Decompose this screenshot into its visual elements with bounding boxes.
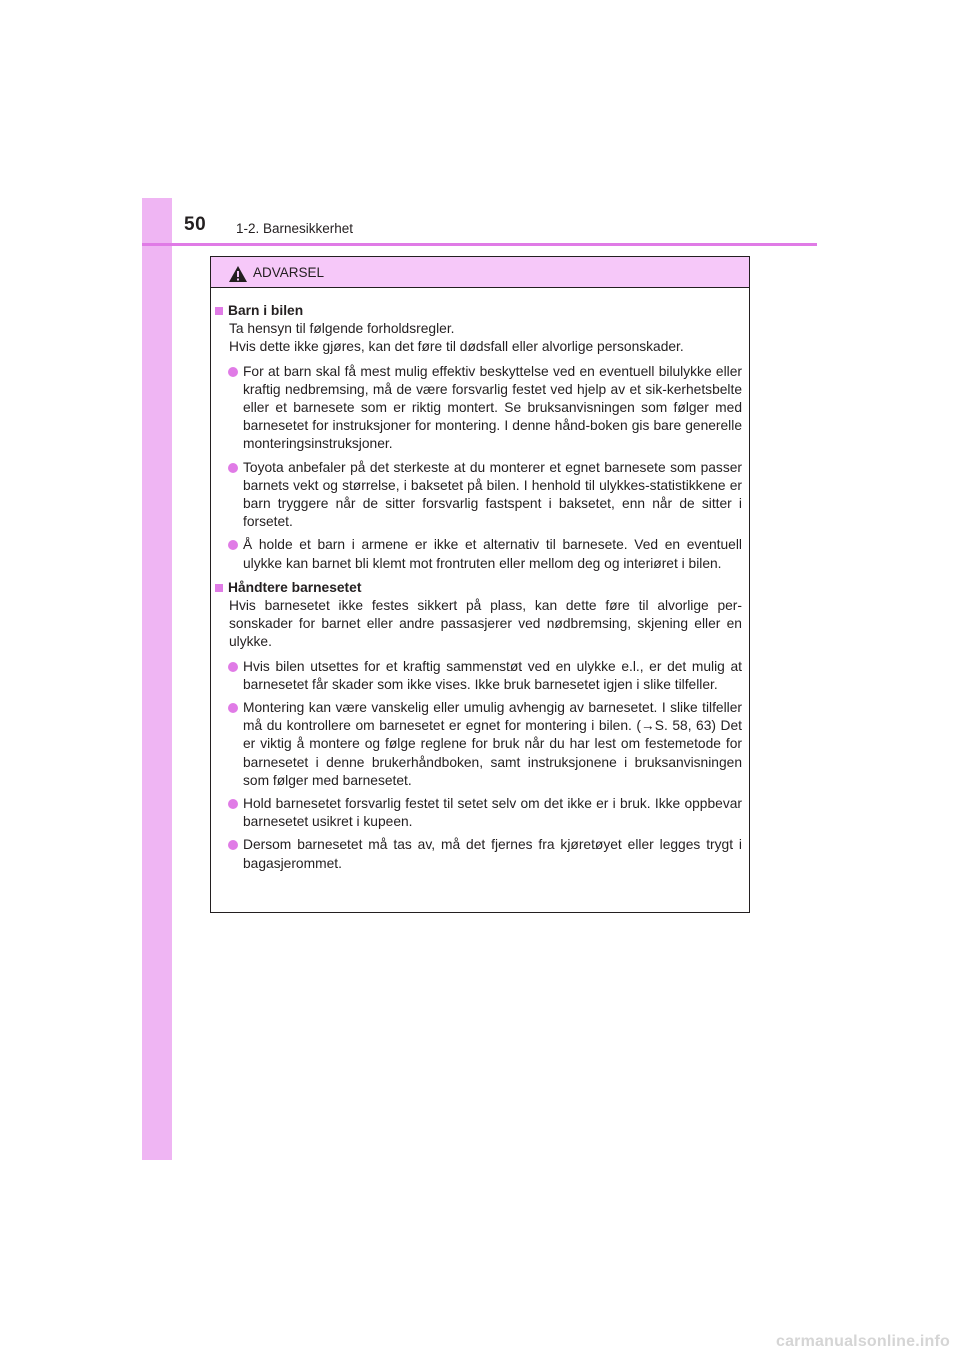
list-item: Hold barnesetet forsvarlig festet til setet selv om det ikke er i bruk. Ikke oppbevar barnesetet usikret i kupeen.	[215, 795, 742, 831]
list-item: Å holde et barn i armene er ikke et alternativ til barnesete. Ved en eventuell ulykke kan barnet bli klemt mot frontruten eller mellom deg og interiøret i bilen.	[215, 536, 742, 572]
square-bullet-icon	[215, 584, 223, 592]
section-heading-text: Håndtere barnesetet	[228, 579, 362, 595]
bullet-list	[215, 658, 742, 873]
header-rule	[142, 243, 817, 246]
section-heading	[215, 302, 742, 320]
square-bullet-icon	[215, 307, 223, 315]
list-item: Hvis bilen utsettes for et kraftig sammenstøt ved en ulykke e.l., er det mulig at barnesetet får skader som ikke vises. Ikke bruk barnesetet igjen i slike tilfeller.	[215, 658, 742, 694]
intro-line: Hvis dette ikke gjøres, kan det føre til dødsfall eller alvorlige personskader.	[229, 339, 684, 355]
warning-header	[211, 257, 749, 288]
circle-bullet-icon	[228, 662, 238, 672]
section-title: 1-2. Barnesikkerhet	[236, 221, 354, 236]
section-intro	[229, 597, 742, 652]
list-item: Montering kan være vanskelig eller umulig avhengig av barnesetet. I slike tilfeller må du kontrollere om barnesetet er egnet for montering i bilen. (→S. 58, 63) Det er viktig å montere og følge reglene for bruk når du har lest om festemetode for barnesetet i denne brukerhåndboken, samt instruksjonene i bruksanvisningen som følger med barnesetet.	[215, 699, 742, 790]
warning-label: ADVARSEL	[253, 265, 325, 280]
list-item: Dersom barnesetet må tas av, må det fjernes fra kjøretøyet eller legges trygt i bagasjerommet.	[215, 836, 742, 872]
warning-body	[211, 288, 749, 873]
warning-box	[210, 256, 750, 913]
section-heading	[215, 579, 742, 597]
bullet-list	[215, 363, 742, 573]
circle-bullet-icon	[228, 703, 238, 713]
section-heading-text: Barn i bilen	[228, 303, 304, 318]
intro-line: Ta hensyn til følgende forholdsregler.	[229, 321, 455, 337]
section-intro	[229, 320, 742, 356]
circle-bullet-icon	[228, 463, 238, 473]
intro-line: Hvis barnesetet ikke festes sikkert på plass, kan dette føre til alvorlige per-sonskader for barnet eller andre passasjerer ved nødbremsing, skjening eller en ulykke.	[229, 598, 742, 650]
warning-triangle-icon	[228, 265, 248, 283]
list-item: For at barn skal få mest mulig effektiv beskyttelse ved en eventuell bilulykke eller kraftig nedbremsing, må de være forsvarlig festet ved hjelp av et sik-kerhetsbelte eller et barnesete som er riktig montert. Se bruksanvisningen som følger med barnesetet for instruksjoner for montering. I denne hånd-boken gis bare generelle monteringsinstruksjoner.	[215, 363, 742, 454]
watermark: carmanualsonline.info	[775, 1333, 950, 1350]
section-handtere-barnesetet	[215, 579, 742, 873]
circle-bullet-icon	[228, 540, 238, 550]
circle-bullet-icon	[228, 799, 238, 809]
chapter-side-band	[142, 198, 172, 1160]
page-number: 50	[184, 214, 207, 235]
circle-bullet-icon	[228, 367, 238, 377]
circle-bullet-icon	[228, 840, 238, 850]
list-item: Toyota anbefaler på det sterkeste at du monterer et egnet barnesete som passer barnets vekt og størrelse, i baksetet på bilen. I henhold til ulykkes-statistikkene er barn tryggere når de sitter forsvarlig fastspent i baksetet, enn når de sitter i forsetet.	[215, 459, 742, 532]
section-barn-i-bilen	[215, 302, 742, 573]
